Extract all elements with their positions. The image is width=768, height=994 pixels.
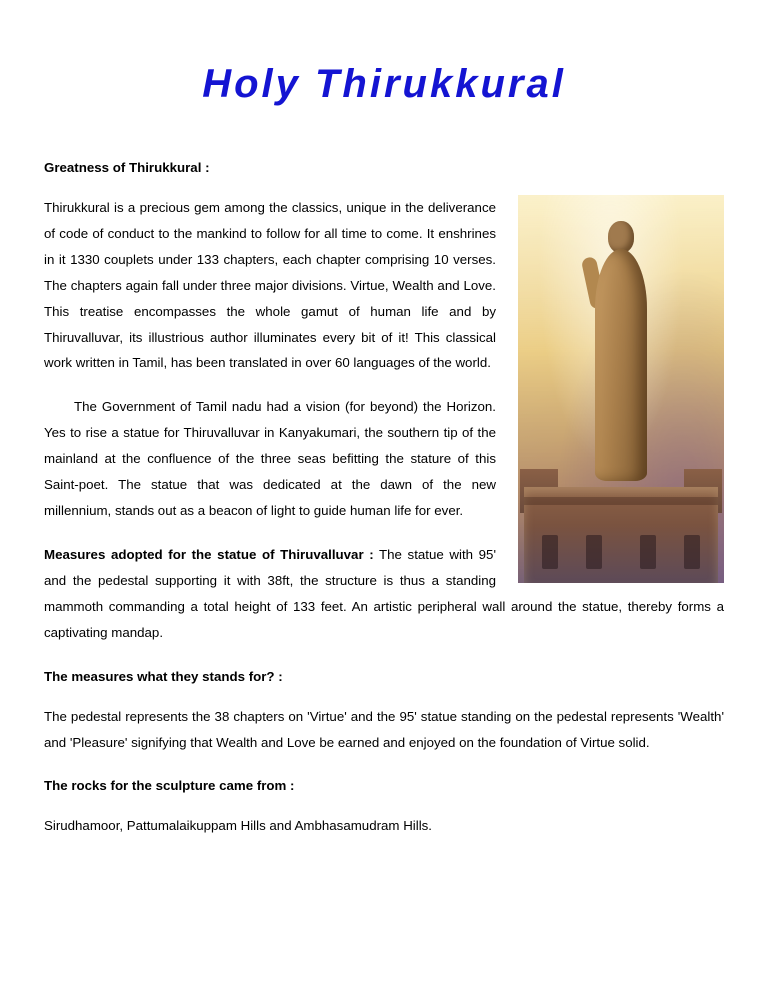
pedestal-opening [640,535,656,569]
statue-body [595,249,647,481]
section-heading-greatness: Greatness of Thirukkural : [44,160,210,175]
section-heading-rocks: The rocks for the sculpture came from : [44,778,295,794]
paragraph-measures-text: The statue with 95' and the pedestal supporting it with 38ft, the structure is thus a standing mammoth commanding a total height of 133 feet. An artistic peripheral wall around the statue, thereby forms a captivating mandap. [44,546,724,640]
statue-figure [582,221,660,511]
document-body [44,155,724,839]
thiruvalluvar-statue-photo [518,195,724,583]
paragraph-greatness-1: Thirukkural is a precious gem among the classics, unique in the deliverance of code of conduct to the mankind to follow for all time to come. It enshrines in it 1330 couplets under 133 chapters, each chapter comprising 10 verses. The chapters again fall under three major divisions. Virtue, Wealth and Love. This treatise encompasses the whole gamut of human life and by Thiruvalluvar, its illustrious author illuminates every bit of it! This classical work written in Tamil, has been translated in over 60 languages of the world. [44,199,496,371]
paragraph-greatness-2: The Government of Tamil nadu had a vision (for beyond) the Horizon. Yes to rise a statue for Thiruvalluvar in Kanyakumari, the southern tip of the mainland at the confluence of the three seas befitting the stature of this Saint-poet. The statue that was dedicated at the dawn of the new millennium, stands out as a beacon of light to guide human life for ever. [44,399,496,519]
inline-heading-measures: Measures adopted for the statue of Thiruvalluvar : [44,546,374,562]
pedestal-opening [586,535,602,569]
paragraph-measures-meaning: The pedestal represents the 38 chapters on 'Virtue' and the 95' statue standing on the pedestal represents 'Wealth' and 'Pleasure' signifying that Wealth and Love be earned and enjoyed on the foundation of Virtue solid. [44,708,724,750]
pedestal-opening [542,535,558,569]
paragraph-rocks: Sirudhamoor, Pattumalaikuppam Hills and Ambhasamudram Hills. [44,818,432,834]
pedestal-opening [684,535,700,569]
page-title: Holy Thirukkural [202,62,566,106]
statue-pedestal [524,487,718,583]
section-heading-measures-meaning: The measures what they stands for? : [44,668,283,684]
